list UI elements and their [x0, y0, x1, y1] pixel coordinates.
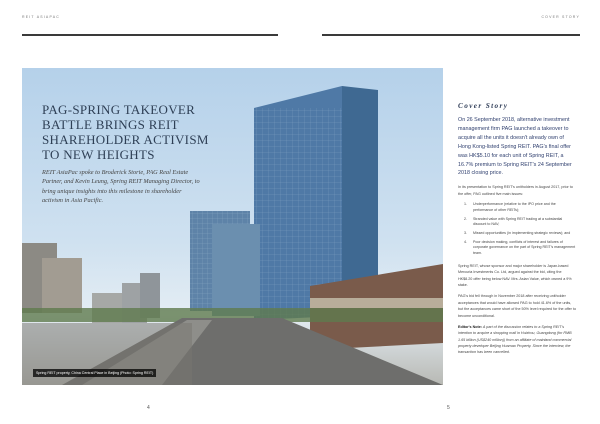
header-right: COVER STORY [541, 15, 580, 19]
list-item-text: Stranded value with Spring REIT trading at a substantial discount to NAV; [473, 216, 563, 227]
list-item-text: Missed opportunities (in implementing strategic reviews); and [473, 230, 571, 235]
editors-note-label: Editor's Note: [458, 325, 483, 330]
list-item [464, 217, 576, 228]
page-number-left: 4 [147, 405, 150, 411]
list-item-number: 1. [464, 202, 467, 207]
list-item-number: 4. [464, 239, 467, 244]
list-item-text: Poor decision making, conflicts of interest and failures of corporate governance on the part of Spring REIT's management team. [473, 239, 576, 256]
article-intro: REIT AsiaPac spoke to Broderick Storie, PAG Real Estate Partner, and Kevin Leung, Spring REIT Managing Director, to bring unique insights into this milestone in shareholder activism in Asia Pacific. [42, 169, 200, 205]
editors-note-text: A part of the discussion relates to a Spring REIT's intention to acquire a shopping mall in Huizhou, Guangdong (for RMB 1.65 billion (US$240 million)) from an affiliate of mainland commercial property developer Beijing Huamao Property. Since the interview, the transaction has been cancelled. [458, 325, 572, 355]
article-headline: PAG-SPRING TAKEOVER BATTLE BRINGS REIT SHAREHOLDER ACTIVISM TO NEW HEIGHTS [42, 102, 209, 162]
page-number-right: 5 [447, 405, 450, 411]
header-rule-right [322, 34, 580, 36]
section-title: Cover Story [458, 102, 509, 110]
header-left: REIT ASIAPAC [22, 15, 61, 19]
editors-note [458, 324, 576, 355]
header-rule-left [22, 34, 278, 36]
list-item-number: 2. [464, 216, 467, 221]
article-body [458, 102, 576, 356]
photo-caption: Spring REIT property, China Central Place in Beijing (Photo: Spring REIT) [33, 369, 156, 377]
body-paragraph-1: In its presentation to Spring REIT's unitholders in August 2017, prior to the offer, PAG outlined five main issues: [458, 185, 573, 196]
body-paragraph-2: Spring REIT, whose sponsor and major shareholder is Japan-based Mercuria Investments Co. Ltd, argued against the bid, citing the HK$8.20 offer being below NAV. Mrs. Asian Value, which owned a 9% stake. [458, 263, 572, 287]
list-item [464, 231, 576, 237]
body-paragraph-3: PAG's bid fell through in November 2018 after receiving unitholder acceptances that would have allowed PAG to hold 41.6% of the units, but the acceptances came short of the 50% level required for the offer to become unconditional. [458, 294, 577, 318]
issues-list [464, 202, 576, 257]
lead-paragraph: On 26 September 2018, alternative investment management firm PAG launched a takeover to acquire all the units it doesn't already own of Hong Kong-listed Spring REIT. PAG's final offer was HK$5.10 for each unit of Spring REIT, a 16.7% premium to Spring REIT's 24 September 2018 closing price. [458, 117, 572, 177]
list-item [464, 240, 576, 257]
list-item [464, 202, 576, 213]
list-item-text: Underperformance (relative to the IPO price and the performance of other REITs); [473, 202, 556, 212]
list-item-number: 3. [464, 230, 467, 235]
cover-photo [22, 68, 443, 385]
